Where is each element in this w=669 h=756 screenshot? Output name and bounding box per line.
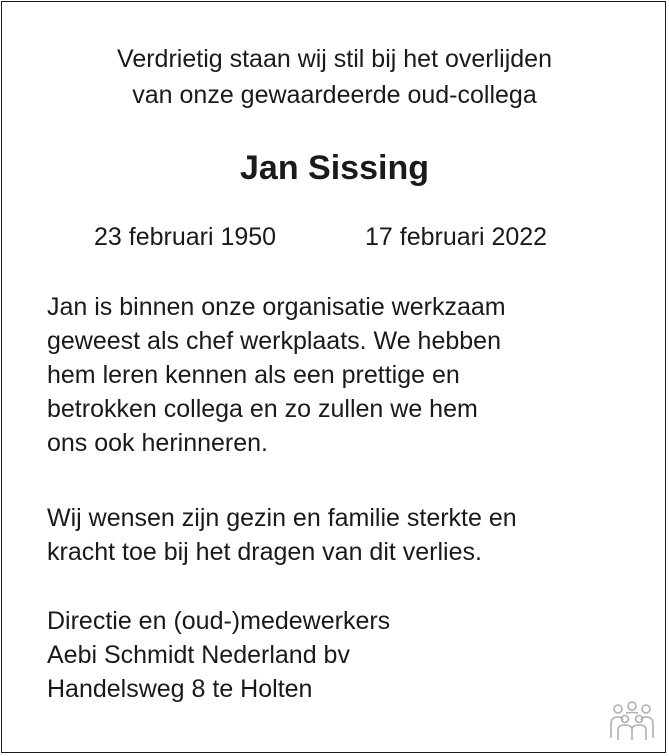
- death-date: 17 februari 2022: [365, 223, 548, 251]
- birth-date: 23 februari 1950: [94, 223, 277, 251]
- tribute-line: ons ook herinneren.: [47, 429, 268, 457]
- deceased-name: Jan Sissing: [240, 149, 429, 187]
- condolence-paragraph: [47, 501, 517, 569]
- condolence-line: kracht toe bij het dragen van dit verlies.: [47, 538, 482, 566]
- tribute-line: geweest als chef werkplaats. We hebben: [47, 327, 501, 355]
- intro-line-2: van onze gewaardeerde oud-collega: [132, 81, 537, 109]
- signature-block: [47, 604, 390, 706]
- tribute-line: hem leren kennen als een prettige en: [47, 361, 460, 389]
- signature-line: Directie en (oud-)medewerkers: [47, 607, 391, 635]
- intro-line-1: Verdrietig staan wij stil bij het overlijden: [117, 45, 552, 73]
- signature-line: Handelsweg 8 te Holten: [47, 675, 313, 703]
- tribute-paragraph: [47, 290, 506, 460]
- tribute-line: Jan is binnen onze organisatie werkzaam: [47, 293, 506, 321]
- condolence-line: Wij wensen zijn gezin en familie sterkte en: [47, 504, 517, 532]
- tribute-line: betrokken collega en zo zullen we hem: [47, 395, 478, 423]
- signature-line: Aebi Schmidt Nederland bv: [47, 641, 350, 669]
- people-group-icon: [608, 700, 656, 742]
